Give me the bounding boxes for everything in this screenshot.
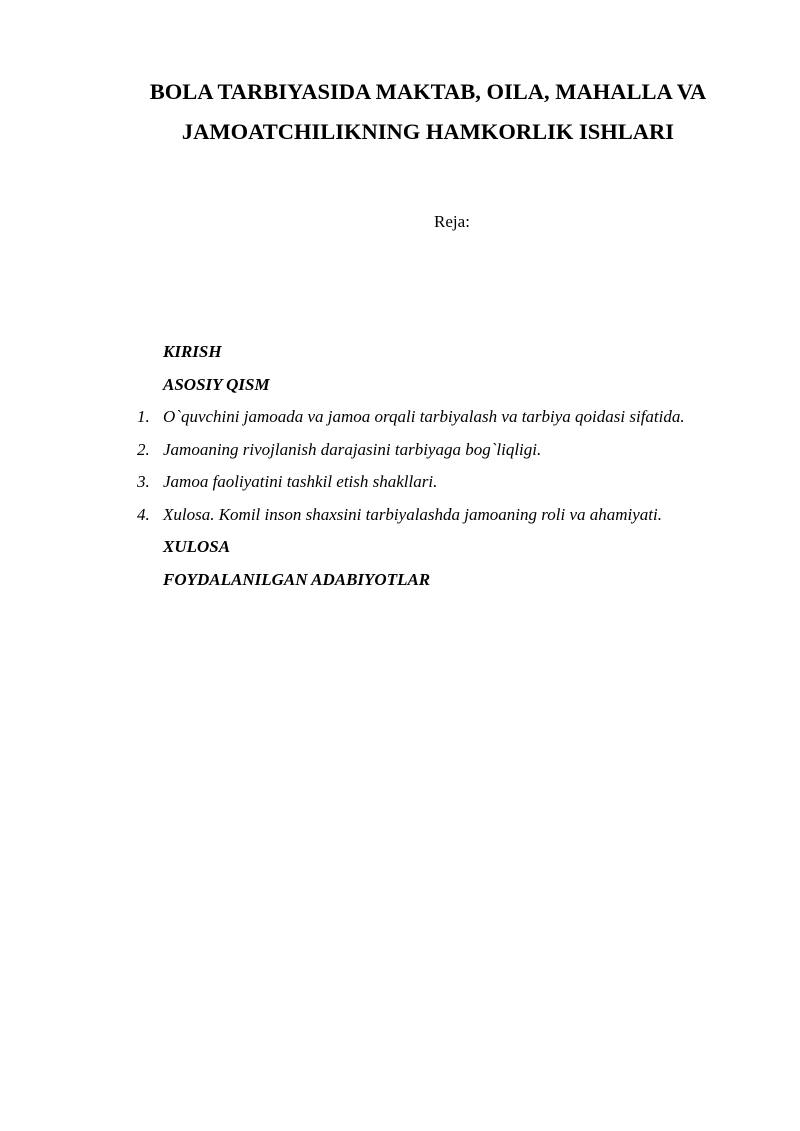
plan-outline [0,339,800,599]
outline-heading-intro [0,339,800,372]
list-number: 2. [137,439,150,459]
outline-item-3 [0,469,800,502]
conclusion-heading: XULOSA [163,537,231,556]
list-item-text: O`quvchini jamoada va jamoa orqali tarbiyalash va tarbiya qoidasi sifatida. [163,407,685,426]
main-part-heading: ASOSIY QISM [163,374,270,394]
list-number: 1. [137,407,150,426]
outline-item-2 [0,437,800,470]
list-item-text: Jamoa faoliyatini tashkil etish shakllari. [163,472,438,491]
outline-item-4 [0,502,800,535]
list-item-text: Xulosa. Komil inson shaxsini tarbiyalashda jamoaning roli va ahamiyati. [163,504,662,524]
references-heading: FOYDALANILGAN ADABIYOTLAR [163,569,431,589]
title-line-1: BOLA TARBIYASIDA MAKTAB, OILA, MAHALLA VA [149,79,707,104]
intro-heading: KIRISH [163,342,222,361]
outline-heading-conclusion [0,534,800,567]
plan-label: Reja: [434,212,470,231]
list-number: 4. [137,504,150,524]
list-item-text: Jamoaning rivojlanish darajasini tarbiyaga bog`liqligi. [163,439,542,459]
outline-heading-references [0,567,800,600]
title-line-2: JAMOATCHILIKNING HAMKORLIK ISHLARI [181,119,675,144]
outline-item-1 [0,404,800,437]
list-number: 3. [137,472,150,491]
document-title [100,72,756,152]
outline-heading-main [0,372,800,405]
